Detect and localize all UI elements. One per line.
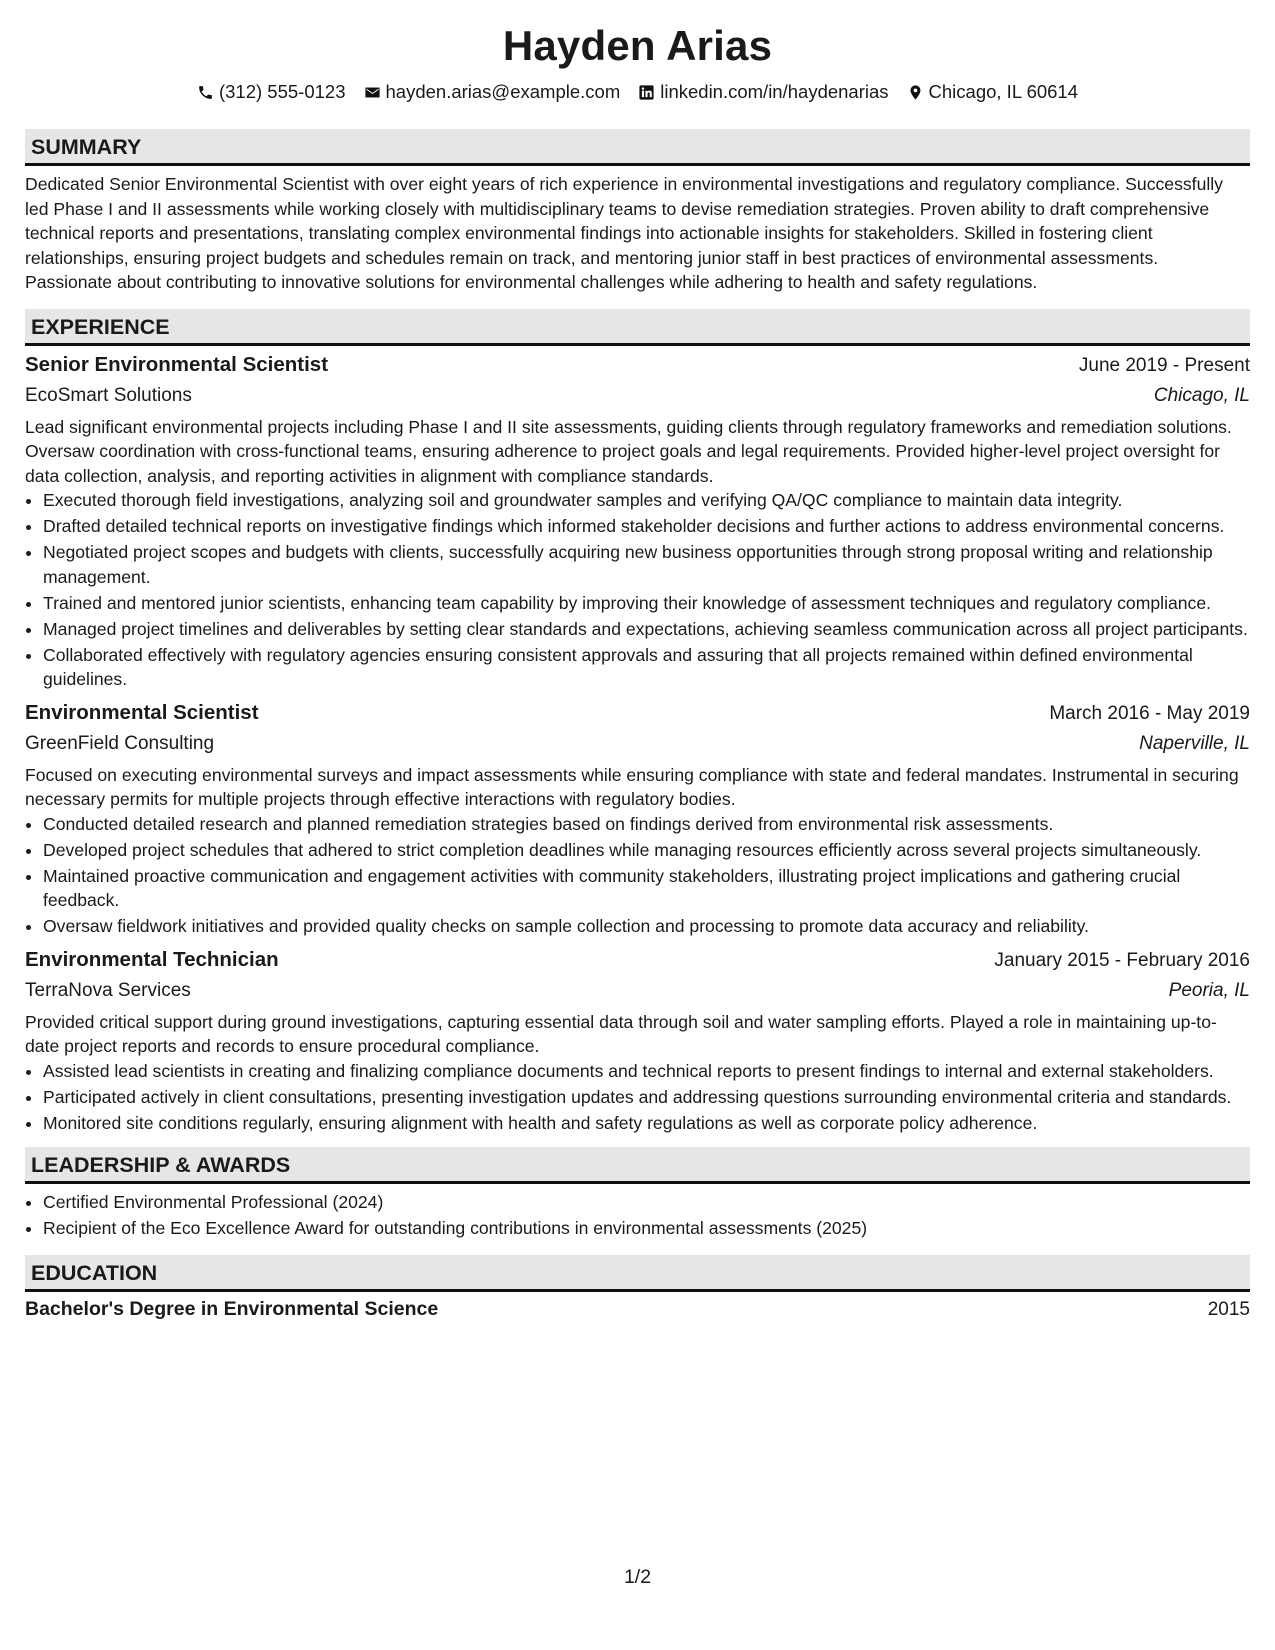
job-title: Senior Environmental Scientist xyxy=(25,352,329,376)
company-name: EcoSmart Solutions xyxy=(25,384,192,406)
envelope-icon xyxy=(364,84,381,101)
experience-section xyxy=(25,309,1250,1136)
job-title: Environmental Technician xyxy=(25,947,279,971)
company-name: TerraNova Services xyxy=(25,979,191,1001)
contact-location xyxy=(907,80,1078,104)
job-bullets xyxy=(25,1059,1250,1136)
section-heading: LEADERSHIP & AWARDS xyxy=(25,1147,1250,1184)
list-item: • Developed project schedules that adhered to strict completion deadlines while managing resources efficiently across several projects simultaneously. xyxy=(43,838,1250,863)
linkedin-icon xyxy=(638,84,655,101)
job-subheader xyxy=(25,383,1250,409)
job-description: Focused on executing environmental surveys and impact assessments while ensuring compliance with state and federal mandates. Instrumental in securing necessary permits for multiple projects through effective interactions with regulatory bodies. xyxy=(25,764,1239,809)
location-text: Chicago, IL 60614 xyxy=(928,81,1079,102)
job-entry xyxy=(25,699,1250,939)
page-number: 1/2 xyxy=(623,1566,652,1588)
job-date: January 2015 - February 2016 xyxy=(994,949,1250,971)
summary-text: Dedicated Senior Environmental Scientist with over eight years of rich experience in environmental investigations and regulatory compliance. Successfully led Phase I and II assessments while working closely with multidisciplinary teams to devise remediation strategies. Proven ability to draft comprehensive technical reports and presentations, translating complex environmental findings into actionable insights for stakeholders. Skilled in fostering client relationships, ensuring project budgets and schedules remain on track, and mentoring junior staff in best practices of environmental assessments. Passionate about contributing to innovative solutions for environmental challenges while adhering to health and safety regulations. xyxy=(25,174,1223,292)
contact-phone xyxy=(197,80,346,104)
summary-section xyxy=(25,129,1250,295)
job-description: Lead significant environmental projects including Phase I and II site assessments, guiding clients through regulatory frameworks and remediation solutions. Oversaw coordination with cross-functional teams, ensuring adherence to project goals and legal requirements. Provided higher-level project oversight for data collection, analysis, and reporting activities in alignment with compliance standards. xyxy=(25,416,1232,486)
map-pin-icon xyxy=(907,84,924,101)
job-header xyxy=(25,699,1250,728)
graduation-year: 2015 xyxy=(1207,1298,1250,1320)
resume-page xyxy=(25,18,1250,1323)
job-title: Environmental Scientist xyxy=(25,700,259,724)
list-item: • Managed project timelines and deliverables by setting clear standards and expectations, achieving seamless communication across all project participants. xyxy=(43,617,1250,642)
contact-bar xyxy=(25,80,1250,104)
job-entry xyxy=(25,351,1250,692)
email-link[interactable]: hayden.arias@example.com xyxy=(385,81,621,102)
job-header xyxy=(25,351,1250,380)
degree-title: Bachelor's Degree in Environmental Science xyxy=(25,1297,439,1320)
job-bullets xyxy=(25,812,1250,939)
contact-linkedin[interactable] xyxy=(638,80,888,104)
section-heading: SUMMARY xyxy=(25,129,1250,166)
linkedin-link[interactable]: linkedin.com/in/haydenarias xyxy=(660,81,889,102)
list-item: • Monitored site conditions regularly, ensuring alignment with health and safety regulations as well as corporate policy adherence. xyxy=(43,1111,1250,1136)
list-item: • Negotiated project scopes and budgets with clients, successfully acquiring new business opportunities through strong proposal writing and relationship management. xyxy=(43,540,1250,589)
list-item: • Maintained proactive communication and engagement activities with community stakeholders, illustrating project implications and gathering crucial feedback. xyxy=(43,864,1250,913)
phone-text: (312) 555-0123 xyxy=(218,81,346,102)
list-item: • Assisted lead scientists in creating and finalizing compliance documents and technical reports to present findings to internal and external stakeholders. xyxy=(43,1059,1250,1084)
company-name: GreenField Consulting xyxy=(25,732,215,754)
awards-list xyxy=(25,1190,1250,1241)
job-date: March 2016 - May 2019 xyxy=(1049,702,1250,724)
section-heading: EXPERIENCE xyxy=(25,309,1250,346)
list-item: • Collaborated effectively with regulatory agencies ensuring consistent approvals and assuring that all projects remained within defined environmental guidelines. xyxy=(43,643,1250,692)
list-item: • Recipient of the Eco Excellence Award for outstanding contributions in environmental assessments (2025) xyxy=(43,1216,1250,1241)
education-section xyxy=(25,1255,1250,1323)
list-item: • Participated actively in client consultations, presenting investigation updates and addressing questions surrounding environmental criteria and standards. xyxy=(43,1085,1250,1110)
job-location: Chicago, IL xyxy=(1153,384,1250,406)
job-header xyxy=(25,946,1250,975)
job-entry xyxy=(25,946,1250,1136)
leadership-section xyxy=(25,1147,1250,1241)
phone-icon xyxy=(197,84,214,101)
education-entry xyxy=(25,1296,1250,1323)
list-item: • Certified Environmental Professional (2024) xyxy=(43,1190,1250,1215)
list-item: • Conducted detailed research and planned remediation strategies based on findings derived from environmental risk assessments. xyxy=(43,812,1250,837)
job-description: Provided critical support during ground investigations, capturing essential data through soil and water sampling efforts. Played a role in maintaining up-to-date project reports and records to ensure procedural compliance. xyxy=(25,1011,1217,1056)
candidate-name: Hayden Arias xyxy=(502,22,773,69)
job-bullets xyxy=(25,488,1250,692)
job-subheader xyxy=(25,731,1250,757)
list-item: • Trained and mentored junior scientists, enhancing team capability by improving their knowledge of assessment techniques and regulatory compliance. xyxy=(43,591,1250,616)
job-location: Naperville, IL xyxy=(1139,732,1250,754)
section-heading: EDUCATION xyxy=(25,1255,1250,1292)
job-date: June 2019 - Present xyxy=(1078,354,1250,376)
contact-email[interactable] xyxy=(364,80,621,104)
job-location: Peoria, IL xyxy=(1168,979,1250,1001)
job-subheader xyxy=(25,978,1250,1004)
list-item: • Executed thorough field investigations, analyzing soil and groundwater samples and verifying QA/QC compliance to maintain data integrity. xyxy=(43,488,1250,513)
list-item: • Oversaw fieldwork initiatives and provided quality checks on sample collection and processing to promote data accuracy and reliability. xyxy=(43,914,1250,939)
list-item: • Drafted detailed technical reports on investigative findings which informed stakeholder decisions and further actions to address environmental concerns. xyxy=(43,514,1250,539)
